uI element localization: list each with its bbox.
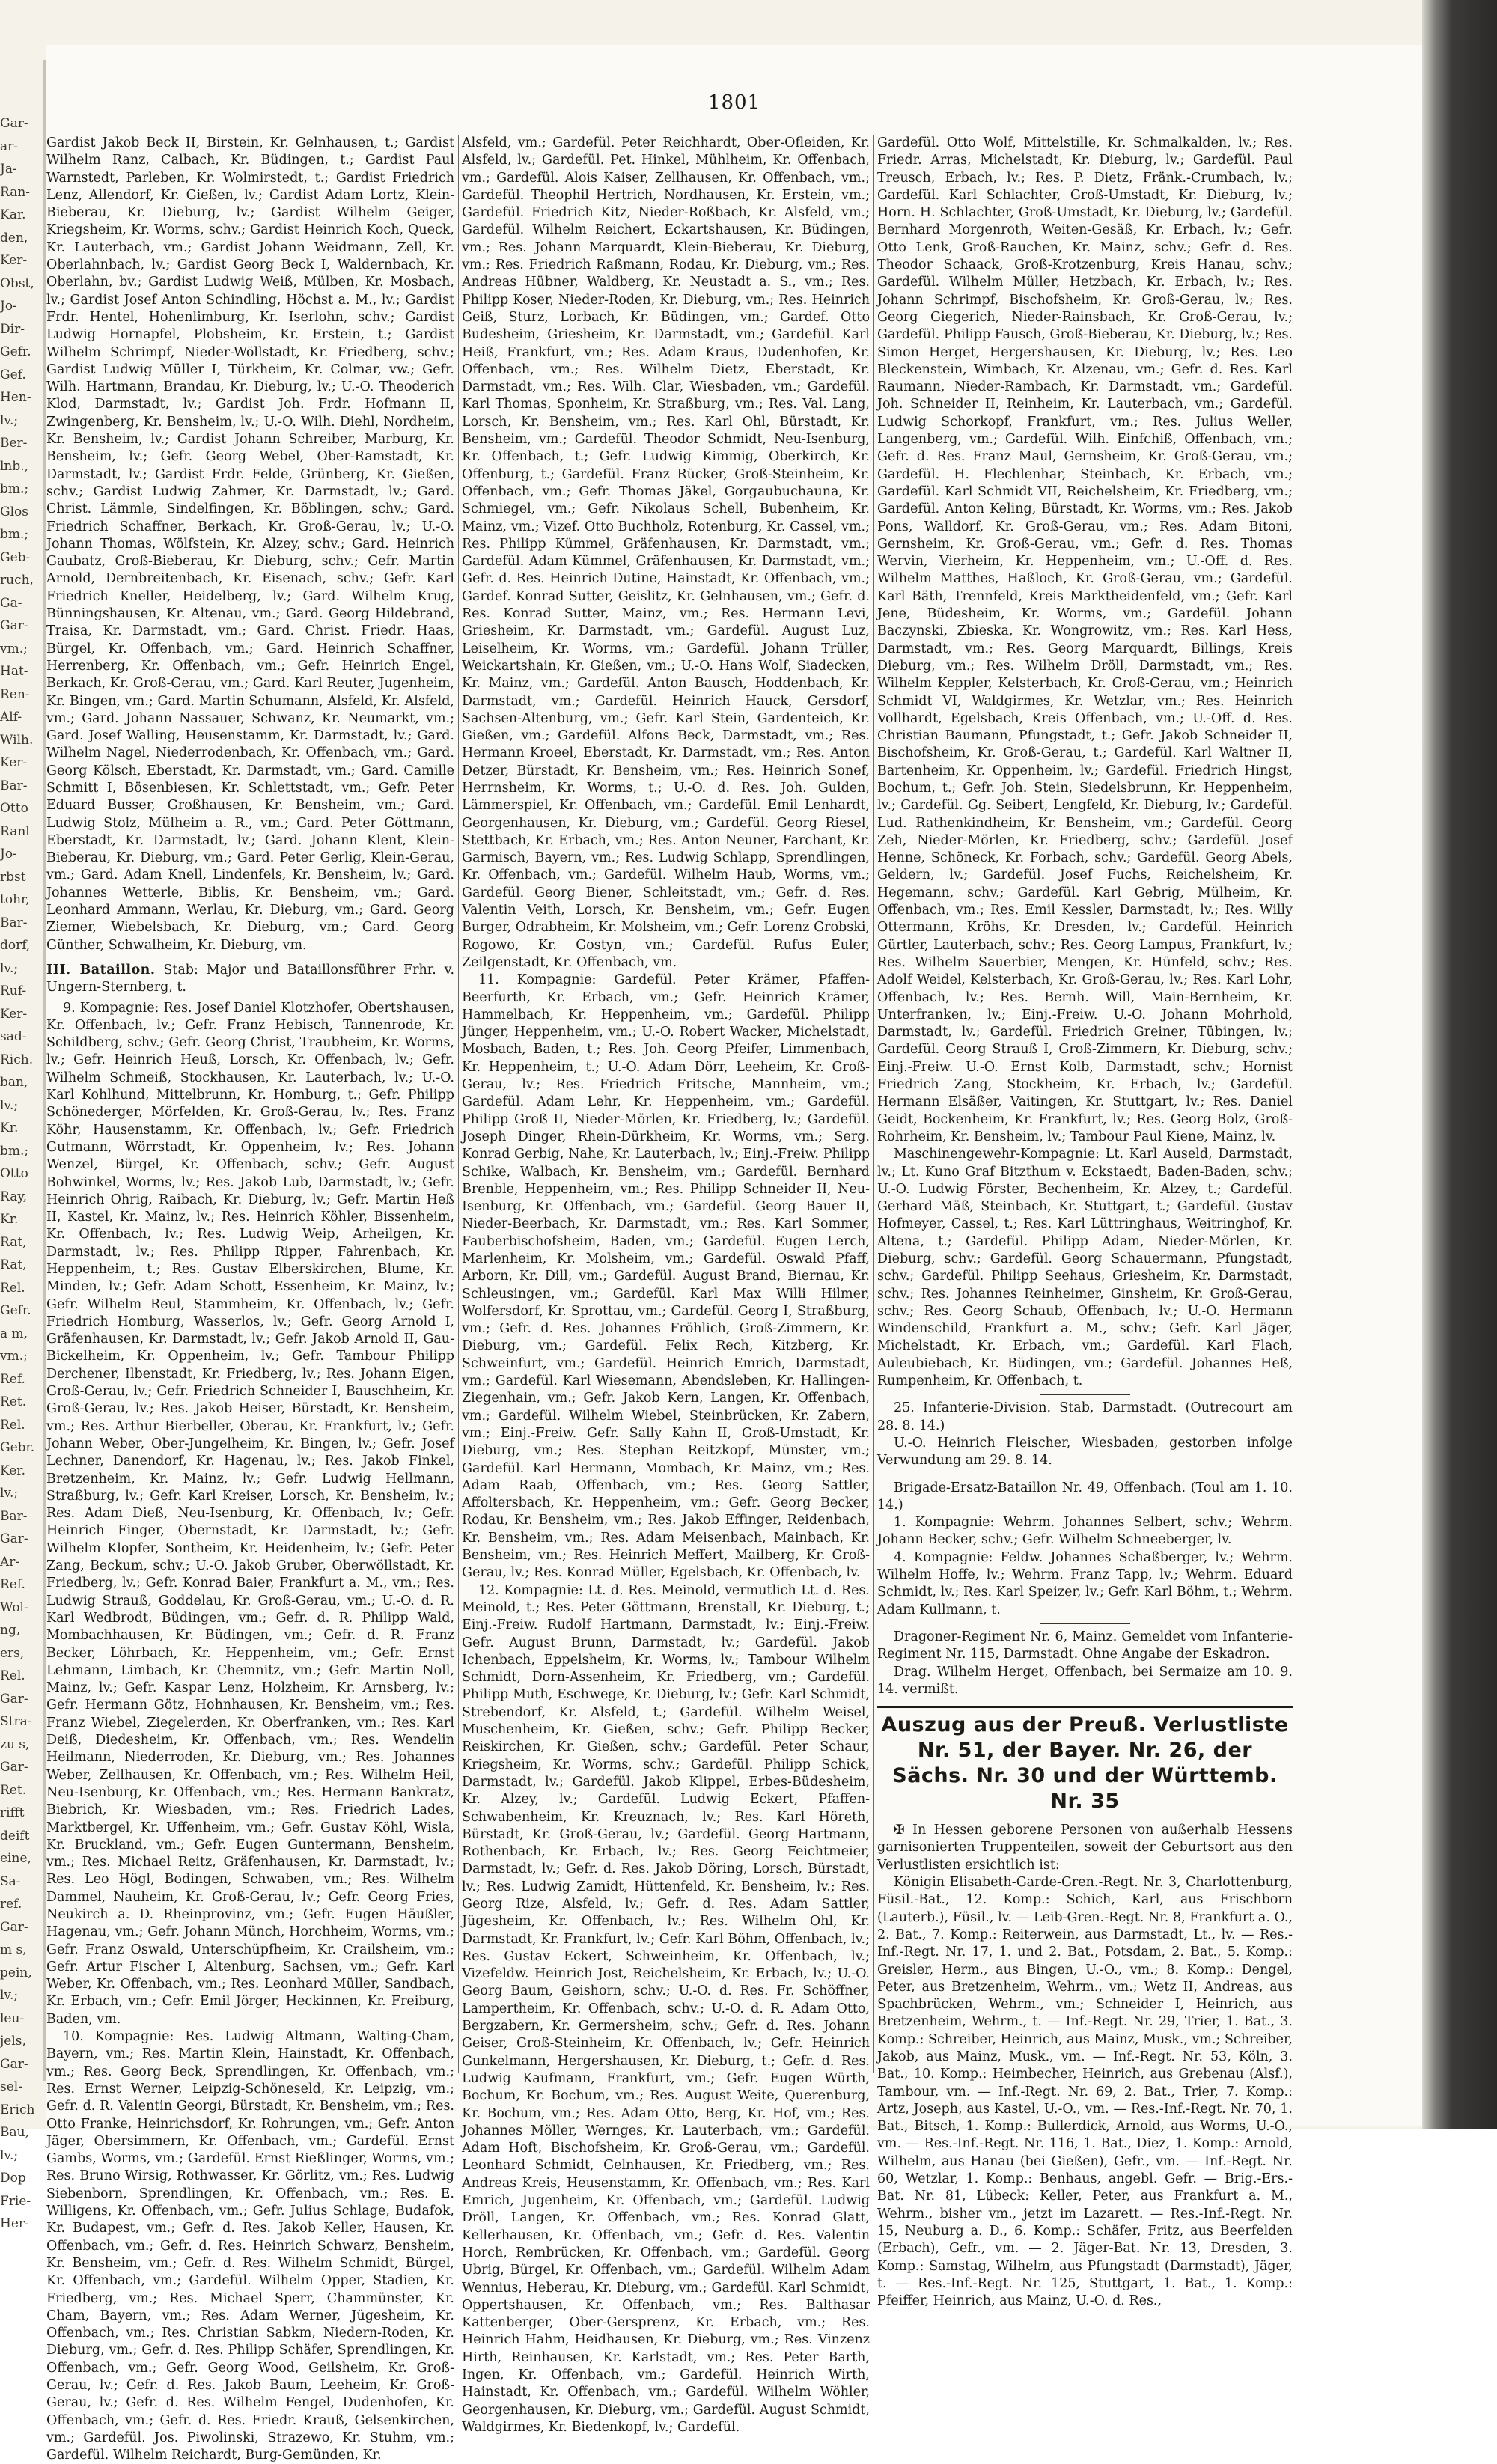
casualty-paragraph: Brigade-Ersatz-Bataillon Nr. 49, Offenbach. (Toul am 1. 10. 14.) [877, 1480, 1293, 1513]
fragment-line: Gar- [0, 1531, 28, 1546]
fragment-line: Gebr. [0, 1440, 35, 1455]
fragment-line: Bar- [0, 1508, 28, 1524]
fragment-line: Kr. [0, 1120, 19, 1135]
fragment-line: lv.; [0, 1097, 19, 1113]
fragment-line: ref. [0, 1897, 22, 1912]
fragment-line: Bar- [0, 778, 28, 793]
fragment-line: zu s, [0, 1736, 30, 1752]
fragment-line: eine, [0, 1851, 31, 1866]
fragment-line: ar- [0, 138, 19, 154]
fragment-line: Otto [0, 801, 28, 816]
fragment-line: Gar- [0, 1919, 28, 1935]
fragment-line: Ret. [0, 1394, 27, 1409]
fragment-line: Ref. [0, 1577, 25, 1592]
newspaper-page [46, 45, 1422, 2463]
fragment-line: Dir- [0, 321, 25, 337]
casualty-paragraph: 10. Kompagnie: Res. Ludwig Altmann, Walting-Cham, Bayern, vm.; Res. Martin Klein, Hainstadt, Kr. Offenbach, vm.; Res. Georg Beck, Sprendlingen, Kr. Offenbach, vm.; Res. Ernst Werner, Leipzig-Schöneseld, Kr. Leipzig, vm.; Gefr. d. R. Valentin Georgi, Bürstadt, Kr. Bensheim, vm.; Res. Otto Franke, Heinrichsdorf, Kr. Rohrungen, vm.; Gefr. Anton Jäger, Obersimmern, Kr. Offenbach, vm.; Gardefül. Ernst Gambs, Worms, vm.; Gardefül. Ernst Rießlinger, Worms, vm.; Res. Bruno Wirsig, Rothwasser, Kr. Görlitz, vm.; Res. Ludwig Siebenborn, Sprendlingen, Kr. Offenbach, vm.; Res. E. Willigens, Kr. Offenbach, vm.; Gefr. Julius Schlage, Budafok, Kr. Budapest, vm.; Gefr. d. Res. Jakob Keller, Hausen, Kr. Offenbach, vm.; Gefr. d. Res. Heinrich Schwarz, Bensheim, Kr. Bensheim, vm.; Gefr. d. Res. Wilhelm Schmidt, Bürgel, Kr. Offenbach, vm.; Gardefül. Wilhelm Opper, Stadien, Kr. Friedberg, vm.; Res. Michael Sperr, Chammünster, Kr. Cham, Bayern, vm.; Res. Adam Werner, Jügesheim, Kr. Offenbach, vm.; Res. Christian Sabkm, Niedern-Roden, Kr. Dieburg, vm.; Gefr. d. Res. Philipp Schäfer, Sprendlingen, Kr. Offenbach, vm.; Gefr. Georg Wood, Geilsheim, Kr. Groß-Gerau, lv.; Gefr. d. Res. Jakob Baum, Leeheim, Kr. Groß-Gerau, lv.; Gefr. d. Res. Wilhelm Fengel, Dudenhofen, Kr. Offenbach, vm.; Gefr. d. Res. Friedr. Krauß, Gelsenkirchen, vm.; Gardefül. Jos. Piwolinski, Strazewo, Kr. Stuhm, vm.; Gardefül. Wilhelm Reichardt, Burg-Gemünden, Kr. [46, 2029, 454, 2463]
fragment-line: deift [0, 1828, 30, 1844]
fragment-line: Ber- [0, 436, 28, 451]
fragment-line: Ker. [0, 1463, 25, 1478]
fragment-line: Her- [0, 2216, 29, 2231]
fragment-line: ng, [0, 1623, 21, 1638]
fragment-line: Obst, [0, 275, 34, 291]
fragment-line: Gar- [0, 1691, 28, 1707]
fragment-line: Ren- [0, 686, 30, 702]
section-divider [1040, 1394, 1130, 1395]
fragment-line: lv.; [0, 2147, 19, 2163]
fragment-line: sad- [0, 1029, 27, 1044]
fragment-line: Gar- [0, 1760, 28, 1775]
extract-heading: Auszug aus der Preuß. Verlustliste Nr. 51, der Bayer. Nr. 26, der Sächs. Nr. 30 und der Württemb. Nr. 35 [881, 1713, 1289, 1814]
fragment-line: leu- [0, 2010, 25, 2026]
fragment-line: lv.; [0, 1486, 19, 1501]
fragment-line: Geb- [0, 549, 31, 565]
fragment-line: Rat, [0, 1234, 27, 1250]
fragment-line: Otto [0, 1166, 28, 1181]
book-binding-edge [1422, 0, 1497, 2129]
fragment-line: ers, [0, 1645, 25, 1661]
fragment-line: pein, [0, 1965, 32, 1980]
fragment-line: Ga- [0, 595, 22, 611]
fragment-line: Gar- [0, 618, 28, 633]
adjacent-page-fragment [0, 112, 41, 2231]
fragment-line: Wilh. [0, 732, 34, 748]
casualty-paragraph: Gardefül. Otto Wolf, Mittelstille, Kr. Schmalkalden, lv.; Res. Friedr. Arras, Michelstadt, Kr. Dieburg, lv.; Gardefül. Paul Treusch, Erbach, lv.; Res. P. Dietz, Fränk.-Crumbach, lv.; Gardefül. Karl Schlachter, Groß-Umstadt, Kr. Dieburg, lv.; Horn. H. Schlachter, Groß-Umstadt, Kr. Dieburg, lv.; Gardefül. Bernhard Morgenroth, Weiten-Gesäß, Kr. Erbach, lv.; Gefr. Otto Lenk, Groß-Rauchen, Kr. Mainz, schv.; Gefr. d. Res. Theodor Schaack, Groß-Krotzenburg, Kreis Hanau, schv.; Gardefül. Wilhelm Müller, Hetzbach, Kr. Erbach, lv.; Res. Johann Schrimpf, Bischofsheim, Kr. Groß-Gerau, lv.; Res. Georg Giegerich, Nieder-Rainsbach, Kr. Groß-Gerau, lv.; Gardefül. Philipp Fausch, Groß-Bieberau, Kr. Dieburg, lv.; Res. Simon Herget, Hergershausen, Kr. Dieburg, lv.; Res. Leo Bleckenstein, Wimbach, Kr. Alzenau, vm.; Gefr. d. Res. Karl Raumann, Nieder-Rambach, Kr. Darmstadt, vm.; Gardefül. Joh. Schneider II, Reinheim, Kr. Lauterbach, vm.; Gardefül. Ludwig Schorkopf, Frankfurt, vm.; Res. Julius Weller, Langenberg, vm.; Gardefül. Wilh. Einfchiß, Offenbach, vm.; Gefr. d. Res. Franz Maul, Gernsheim, Kr. Groß-Gerau, vm.; Gardefül. H. Flechlenhar, Steinbach, Kr. Erbach, vm.; Gardefül. Karl Schmidt VII, Reichelsheim, Kr. Friedberg, vm.; Gardefül. Anton Keling, Bürstadt, Kr. Worms, vm.; Res. Jakob Pons, Walldorf, Kr. Groß-Gerau, vm.; Res. Adam Bitoni, Gernsheim, Kr. Groß-Gerau, vm.; Gefr. d. Res. Thomas Wervin, Vierheim, Kr. Heppenheim, vm.; U.-Off. d. Res. Wilhelm Matthes, Haßloch, Kr. Groß-Gerau, vm.; Gardefül. Karl Bäth, Trennfeld, Kreis Marktheidenfeld, vm.; Gefr. Karl Jene, Büdesheim, Kr. Worms, vm.; Gardefül. Johann Baczynski, Zbieska, Kr. Wongrowitz, vm.; Res. Karl Hess, Darmstadt, vm.; Res. Georg Marquardt, Billings, Kreis Dieburg, vm.; Res. Wilhelm Dröll, Darmstadt, vm.; Res. Wilhelm Keppler, Kelsterbach, Kr. Groß-Gerau, vm.; Heinrich Schmidt VI, Waldgirmes, Kr. Wetzlar, vm.; Res. Heinrich Vollhardt, Egelsbach, Kreis Offenbach, vm.; U.-Off. d. Res. Christian Baumann, Pfungstadt, t.; Gefr. Jakob Schneider II, Bischofsheim, Kr. Groß-Gerau, t.; Gardefül. Karl Waltner II, Bartenheim, Kr. Oppenheim, lv.; Gardefül. Friedrich Hingst, Bochum, t.; Gefr. Joh. Stein, Siedelsbrunn, Kr. Heppenheim, lv.; Gardefül. Gg. Seibert, Lengfeld, Kr. Dieburg, lv.; Gardefül. Lud. Rathenkindheim, Kr. Bensheim, vm.; Gardefül. Georg Zeh, Nieder-Mörlen, Kr. Friedberg, schv.; Gardefül. Josef Henne, Schöneck, Kr. Forbach, schv.; Gardefül. Georg Abels, Geldern, lv.; Gardefül. Josef Fuchs, Reichelsheim, Kr. Hegemann, schv.; Gardefül. Karl Gebrig, Mülheim, Kr. Offenbach, vm.; Res. Emil Kessler, Darmstadt, lv.; Res. Willy Ottermann, Kröhs, Kr. Dresden, lv.; Gardefül. Heinrich Gürtler, Lauterbach, schv.; Res. Georg Lampus, Frankfurt, lv.; Res. Wilhelm Sauerbier, Mengen, Kr. Hünfeld, schv.; Res. Adolf Weidel, Kelsterbach, Kr. Groß-Gerau, lv.; Res. Karl Lohr, Offenbach, lv.; Res. Bernh. Will, Main-Bernheim, Kr. Unterfranken, lv.; Einj.-Freiw. U.-O. Johann Mohrhold, Darmstadt, lv.; Gardefül. Friedrich Greiner, Tübingen, lv.; Gardefül. Georg Strauß I, Groß-Zimmern, Kr. Dieburg, schv.; Einj.-Freiw. U.-O. Ernst Kolb, Darmstadt, schv.; Hornist Friedrich Zang, Stockheim, Kr. Erbach, lv.; Gardefül. Hermann Elsäßer, Vaitingen, Kr. Stuttgart, lv.; Res. Daniel Geidt, Bockenheim, Kr. Frankfurt, lv.; Res. Georg Bolz, Groß-Rohrheim, Kr. Bensheim, lv.; Tambour Paul Kiene, Mainz, lv. [877, 135, 1293, 1144]
fragment-line: jels, [0, 2034, 26, 2049]
fragment-line: Jo- [0, 847, 17, 862]
fragment-line: vm.; [0, 641, 28, 656]
casualty-paragraph: Königin Elisabeth-Garde-Gren.-Regt. Nr. 3, Charlottenburg, Füsil.-Bat., 12. Komp.: Schich, Karl, aus Frischborn (Lauterb.), Füsil., lv. — Leib-Gren.-Regt. Nr. 8, Frankfurt a. O., 2. Bat., 7. Komp.: Reiterwein, aus Darmstadt, Lt., lv. — Res.-Inf.-Regt. Nr. 17, 1. und 2. Bat., Potsdam, 2. Bat., 5. Komp.: Greisler, Herm., aus Bingen, U.-O., vm.; 8. Komp.: Dengel, Peter, aus Bretzenheim, Wehrm., vm.; Wetz II, Andreas, aus Spachbrücken, Wehrm., vm.; Schneider I, Heinrich, aus Bretzenheim, Wehrm., t. — Inf.-Regt. Nr. 29, Trier, 1. Bat., 3. Komp.: Schreiber, Heinrich, aus Mainz, Musk., vm.; Schreiber, Jakob, aus Mainz, Musk., vm. — Inf.-Regt. Nr. 53, Köln, 3. Bat., 10. Komp.: Heimbecher, Heinrich, aus Grebenau (Alsf.), Tambour, vm. — Inf.-Regt. Nr. 69, 2. Bat., Trier, 7. Komp.: Artz, Joseph, aus Kastel, U.-O., vm. — Res.-Inf.-Regt. Nr. 70, 1. Bat., Bitsch, 1. Komp.: Bullerdick, Arnold, aus Worms, U.-O., vm. — Res.-Inf.-Regt. Nr. 116, 1. Bat., Diez, 1. Komp.: Arnold, Wilhelm, aus Hanau (bei Gießen), Gefr., vm. — Inf.-Regt. Nr. 60, Wetzlar, 1. Komp.: Benhaus, angebl. Gefr. — Brig.-Ers.-Bat. Nr. 81, Lübeck: Keller, Peter, aus Frankfurt a. M., Wehrm., bisher vm., jetzt im Lazarett. — Res.-Inf.-Regt. Nr. 15, Neuburg a. D., 6. Komp.: Schäfer, Fritz, aus Beerfelden (Erbach), Gefr., vm. — 2. Jäger-Bat. Nr. 13, Dresden, 3. Komp.: Samstag, Wilhelm, aus Pfungstadt (Darmstadt), Jäger, t. — Res.-Inf.-Regt. Nr. 125, Stuttgart, 1. Bat., 1. Komp.: Pfeiffer, Heinrich, aus Mainz, U.-O. d. Res., [877, 1875, 1293, 2309]
casualty-paragraph: 12. Kompagnie: Lt. d. Res. Meinold, vermutlich Lt. d. Res. Meinold, t.; Res. Peter Göttmann, Brenstall, Kr. Dieburg, t.; Einj.-Freiw. Rudolf Hartmann, Darmstadt, lv.; Einj.-Freiw. Gefr. August Brunn, Darmstadt, lv.; Gardefül. Jakob Ichenbach, Eppelsheim, Kr. Worms, lv.; Tambour Wilhelm Schmidt, Dorn-Assenheim, Kr. Friedberg, vm.; Gardefül. Philipp Muth, Eschwege, Kr. Dieburg, lv.; Gefr. Karl Schmidt, Strebendorf, Kr. Alsfeld, t.; Gardefül. Wilhelm Weisel, Muschenheim, Kr. Gießen, schv.; Gefr. Philipp Becker, Reiskirchen, Kr. Gießen, schv.; Gardefül. Peter Schaur, Kriegsheim, Kr. Worms, schv.; Gardefül. Philipp Schick, Darmstadt, lv.; Gardefül. Jakob Klippel, Erbes-Büdesheim, Kr. Alzey, lv.; Gardefül. Ludwig Eckert, Pfaffen-Schwabenheim, Kr. Kreuznach, lv.; Res. Karl Höreth, Bürstadt, Kr. Groß-Gerau, lv.; Gardefül. Georg Hartmann, Rothenbach, Kr. Erbach, lv.; Res. Georg Feichtmeier, Darmstadt, lv.; Gefr. d. Res. Jakob Döring, Lorsch, Bürstadt, lv.; Res. Ludwig Zamidt, Hüttenfeld, Kr. Bensheim, lv.; Res. Georg Rize, Alsfeld, lv.; Gefr. d. Res. Adam Sattler, Jügesheim, Kr. Offenbach, lv.; Res. Wilhelm Ohl, Kr. Darmstadt, Kr. Frankfurt, lv.; Gefr. Karl Böhm, Offenbach, lv.; Res. Gustav Eckert, Schweinheim, Kr. Offenbach, lv.; Vizefeldw. Heinrich Jost, Reichelsheim, Kr. Erbach, lv.; U.-O. Georg Baum, Geishorn, schv.; U.-O. d. Res. Fr. Schöffner, Lampertheim, Kr. Offenbach, schv.; U.-O. d. R. Adam Otto, Bergzabern, Kr. Germersheim, schv.; Gefr. d. Res. Johann Geiser, Groß-Steinheim, Kr. Offenbach, lv.; Gefr. Heinrich Gunkelmann, Hergershausen, Kr. Dieburg, t.; Gefr. d. Res. Ludwig Kaufmann, Frankfurt, vm.; Gefr. Eugen Würth, Bochum, Kr. Bochum, vm.; Res. August Weite, Querenburg, Kr. Bochum, vm.; Res. Adam Otto, Berg, Kr. Hof, vm.; Res. Johannes Möller, Wernges, Kr. Lauterbach, vm.; Gardefül. Adam Hoft, Bischofsheim, Kr. Groß-Gerau, vm.; Gardefül. Leonhard Schmidt, Gelnhausen, Kr. Friedberg, vm.; Res. Andreas Kreis, Heusenstamm, Kr. Offenbach, vm.; Res. Karl Emrich, Jugenheim, Kr. Offenbach, vm.; Gardefül. Ludwig Dröll, Langen, Kr. Offenbach, vm.; Res. Konrad Glatt, Kellerhausen, Kr. Offenbach, vm.; Gefr. d. Res. Valentin Horch, Rembrücken, Kr. Offenbach, vm.; Gardefül. Georg Ubrig, Bürgel, Kr. Offenbach, vm.; Gardefül. Wilhelm Adam Wennius, Heberau, Kr. Dieburg, vm.; Gardefül. Karl Schmidt, Oppertshausen, Kr. Offenbach, vm.; Res. Balthasar Kattenberger, Ober-Gersprenz, Kr. Erbach, vm.; Res. Heinrich Hahm, Heidhausen, Kr. Dieburg, vm.; Res. Vinzenz Hirth, Reinhausen, Kr. Karlstadt, vm.; Res. Peter Barth, Ingen, Kr. Offenbach, vm.; Gardefül. Heinrich Wirth, Hainstadt, Kr. Offenbach, vm.; Gardefül. Wilhelm Wöhler, Georgenhausen, Kr. Dieburg, vm.; Gardefül. August Schmidt, Waldgirmes, Kr. Biedenkopf, lv.; Gardefül. [462, 1582, 870, 2435]
page-number: 1801 [707, 91, 761, 114]
fragment-line: a m, [0, 1326, 28, 1341]
casualty-paragraph: Gardist Jakob Beck II, Birstein, Kr. Gelnhausen, t.; Gardist Wilhelm Ranz, Calbach, Kr. Büdingen, t.; Gardist Paul Warnstedt, Parleben, Kr. Wolmirstedt, t.; Gardist Friedrich Lenz, Allendorf, Kr. Gießen, lv.; Gardist Adam Lortz, Klein-Bieberau, Kr. Dieburg, lv.; Gardist Wilhelm Geiger, Kriegsheim, Kr. Worms, schv.; Gardist Heinrich Koch, Queck, Kr. Lauterbach, vm.; Gardist Johann Weidmann, Zell, Kr. Oberlahnbach, lv.; Gardist Georg Beck I, Waldernbach, Kr. Oberlahn, bv.; Gardist Ludwig Weiß, Mülben, Kr. Mosbach, lv.; Gardist Josef Anton Schindling, Höchst a. M., lv.; Gardist Frdr. Hentel, Hohenlimburg, Kr. Iserlohn, schv.; Gardist Ludwig Hornapfel, Plobsheim, Kr. Erstein, t.; Gardist Wilhelm Schrimpf, Nieder-Wöllstadt, Kr. Friedberg, schv.; Gardist Ludwig Müller I, Türkheim, Kr. Colmar, vw.; Gefr. Wilh. Hartmann, Brandau, Kr. Dieburg, lv.; U.-O. Theoderich Klod, Darmstadt, lv.; Gardist Joh. Frdr. Hofmann II, Zwingenberg, Kr. Bensheim, lv.; U.-O. Wilh. Diehl, Nordheim, Kr. Bensheim, lv.; Gardist Johann Schreiber, Marburg, Kr. Bensheim, lv.; Gefr. Georg Webel, Ober-Ramstadt, Kr. Darmstadt, lv.; Gardist Frdr. Felde, Grünberg, Kr. Gießen, schv.; Gardist Ludwig Zahmer, Kr. Darmstadt, lv.; Gard. Christ. Lämmle, Sindelfingen, Kr. Böblingen, schv.; Gard. Friedrich Schaffner, Berkach, Kr. Groß-Gerau, lv.; U.-O. Johann Thomas, Wölfstein, Kr. Alzey, schv.; Gard. Heinrich Gaubatz, Groß-Bieberau, Kr. Dieburg, schv.; Gefr. Martin Arnold, Dernbreitenbach, Kr. Eisenach, schv.; Gefr. Karl Friedrich Kneller, Heidelberg, lv.; Gard. Wilhelm Krug, Bünningshausen, Kr. Altenau, vm.; Gard. Georg Hildebrand, Traisa, Kr. Darmstadt, vm.; Gard. Christ. Friedr. Haas, Bürgel, Kr. Offenbach, vm.; Gard. Heinrich Schaffner, Herrenberg, Kr. Offenbach, vm.; Gefr. Heinrich Engel, Berkach, Kr. Groß-Gerau, vm.; Gard. Karl Reuter, Jugenheim, Kr. Bingen, vm.; Gard. Martin Schumann, Alsfeld, Kr. Alsfeld, vm.; Gard. Johann Nassauer, Schwanz, Kr. Neumarkt, vm.; Gard. Josef Walling, Heusenstamm, Kr. Darmstadt, lv.; Gard. Wilhelm Nagel, Niederrodenbach, Kr. Offenbach, vm.; Gard. Georg Kölsch, Eberstadt, Kr. Darmstadt, vm.; Gard. Camille Schmitt I, Bösenbiesen, Kr. Schlettstadt, vm.; Gefr. Peter Eduard Busser, Großhausen, Kr. Bensheim, vm.; Gard. Ludwig Stolz, Mülheim a. R., vm.; Gard. Peter Göttmann, Eberstadt, Kr. Darmstadt, lv.; Gard. Johann Klent, Klein-Bieberau, Kr. Dieburg, vm.; Gard. Peter Gerlig, Klein-Gerau, vm.; Gard. Adam Knell, Lindenfels, Kr. Bensheim, lv.; Gard. Johannes Wetterle, Biblis, Kr. Bensheim, vm.; Gard. Leonhard Ammann, Werlau, Kr. Dieburg, vm.; Gard. Georg Ziemer, Wiebelsbach, Kr. Dieburg, vm.; Gard. Georg Günther, Schwalheim, Kr. Dieburg, vm. [46, 135, 454, 953]
casualty-paragraph: Alsfeld, vm.; Gardefül. Peter Reichhardt, Ober-Ofleiden, Kr. Alsfeld, lv.; Gardefül. Pet. Hinkel, Mühlheim, Kr. Offenbach, vm.; Gardefül. Alois Kaiser, Zellhausen, Kr. Offenbach, vm.; Gardefül. Theophil Hertrich, Nordhausen, Kr. Erstein, vm.; Gardefül. Friedrich Kitz, Nieder-Roßbach, Kr. Alsfeld, vm.; Gardefül. Wilhelm Reichert, Eckartshausen, Kr. Büdingen, vm.; Res. Johann Marquardt, Klein-Bieberau, Kr. Dieburg, vm.; Res. Friedrich Raßmann, Rodau, Kr. Dieburg, vm.; Res. Andreas Hübner, Waldberg, Kr. Neustadt a. S., vm.; Res. Philipp Koser, Nieder-Roden, Kr. Dieburg, vm.; Res. Heinrich Geiß, Sturz, Lorbach, Kr. Büdingen, vm.; Gardef. Otto Budesheim, Griesheim, Kr. Darmstadt, vm.; Gardefül. Karl Heiß, Frankfurt, vm.; Res. Adam Kraus, Dudenhofen, Kr. Offenbach, vm.; Res. Wilhelm Dietz, Eberstadt, Kr. Darmstadt, vm.; Res. Wilh. Clar, Wiesbaden, vm.; Gardefül. Karl Thomas, Sponheim, Kr. Straßburg, vm.; Res. Val. Lang, Lorsch, Kr. Bensheim, vm.; Res. Karl Ohl, Bürstadt, Kr. Bensheim, vm.; Gardefül. Theodor Schmidt, Neu-Isenburg, Kr. Offenbach, t.; Gefr. Ludwig Kimmig, Oberkirch, Kr. Offenburg, t.; Gardefül. Franz Rücker, Groß-Steinheim, Kr. Offenbach, vm.; Gefr. Thomas Jäkel, Gorgaubuchauna, Kr. Schmiegel, vm.; Gefr. Nikolaus Schell, Bubenheim, Kr. Mainz, vm.; Vizef. Otto Buchholz, Rotenburg, Kr. Cassel, vm.; Res. Philipp Kümmel, Gräfenhausen, Kr. Darmstadt, vm.; Gardefül. Adam Kümmel, Gräfenhausen, Kr. Darmstadt, vm.; Gefr. d. Res. Heinrich Dutine, Hainstadt, Kr. Offenbach, vm.; Gardef. Konrad Sutter, Geislitz, Kr. Gelnhausen, vm.; Gefr. d. Res. Konrad Sutter, Mainz, vm.; Res. Hermann Levi, Griesheim, Kr. Darmstadt, vm.; Gardefül. August Luz, Leiselheim, Kr. Worms, vm.; Gardefül. Johann Trüller, Weickartshain, Kr. Gießen, vm.; U.-O. Hans Wolf, Siadecken, Kr. Mainz, vm.; Gardefül. Anton Bausch, Hoddenbach, Kr. Darmstadt, vm.; Gardefül. Heinrich Hauck, Gersdorf, Sachsen-Altenburg, vm.; Gefr. Karl Stein, Gardenteich, Kr. Gießen, vm.; Gardefül. Alfons Beck, Darmstadt, vm.; Res. Hermann Kroeel, Eberstadt, Kr. Darmstadt, vm.; Res. Anton Detzer, Bürstadt, Kr. Bensheim, vm.; Res. Heinrich Sonef, Herrnsheim, Kr. Worms, t.; U.-O. d. Res. Joh. Gulden, Lämmerspiel, Kr. Offenbach, vm.; Gardefül. Emil Lenhardt, Georgenhausen, Kr. Dieburg, vm.; Gardefül. Georg Riesel, Stettbach, Kr. Erbach, vm.; Res. Anton Neuner, Farchant, Kr. Garmisch, Bayern, vm.; Res. Ludwig Schlapp, Sprendlingen, Kr. Offenbach, vm.; Gardefül. Wilhelm Haub, Worms, vm.; Gardefül. Georg Biener, Schleitstadt, vm.; Gefr. d. Res. Valentin Veith, Lorsch, Kr. Bensheim, vm.; Gefr. Eugen Burger, Odrabheim, Kr. Molsheim, vm.; Gefr. Lorenz Grobski, Rogowo, Kr. Gostyn, vm.; Gardefül. Rufus Euler, Zeilgenstadt, Kr. Offenbach, vm. [462, 135, 870, 970]
fragment-line: rifft [0, 1805, 25, 1820]
casualty-paragraph: 1. Kompagnie: Wehrm. Johannes Selbert, schv.; Wehrm. Johann Becker, schv.; Gefr. Wilhelm Schneeberger, lv. [877, 1515, 1293, 1548]
fragment-line: Rel. [0, 1417, 25, 1433]
battalion-label: III. Bataillon. [46, 962, 156, 978]
fragment-line: Ray, [0, 1189, 28, 1204]
fragment-line: Ja- [0, 162, 17, 177]
fragment-line: Gefr. [0, 1303, 31, 1318]
fragment-line: Ker- [0, 253, 28, 268]
fragment-line: Rat, [0, 1257, 27, 1272]
fragment-line: Sa- [0, 1873, 21, 1889]
casualty-paragraph: 9. Kompagnie: Res. Josef Daniel Klotzhofer, Obertshausen, Kr. Offenbach, lv.; Gefr. Franz Hebisch, Tannenrode, Kr. Schildberg, schv.; Gefr. Georg Christ, Traubheim, Kr. Worms, lv.; Gefr. Heinrich Heuß, Lorsch, Kr. Offenbach, lv.; Gefr. Wilhelm Schmeiß, Stockhausen, Kr. Lauterbach, lv.; U.-O. Karl Kohlhund, Mittelbrunn, Kr. Homburg, t.; Gefr. Philipp Schönederger, Mörfelden, Kr. Groß-Gerau, lv.; Res. Franz Köhr, Hausenstamm, Kr. Offenbach, lv.; Gefr. Friedrich Gutmann, Wörrstadt, Kr. Oppenheim, lv.; Res. Johann Wenzel, Bürgel, Kr. Offenbach, schv.; Gefr. August Bohwinkel, Worms, lv.; Res. Jakob Lub, Darmstadt, lv.; Gefr. Heinrich Ohrig, Raibach, Kr. Dieburg, lv.; Gefr. Martin Heß II, Kastel, Kr. Mainz, lv.; Res. Heinrich Köhler, Bissenheim, Kr. Offenbach, lv.; Res. Ludwig Weip, Arheilgen, Kr. Darmstadt, lv.; Res. Philipp Ripper, Fahrenbach, Kr. Heppenheim, t.; Res. Gustav Elberskirchen, Blume, Kr. Minden, lv.; Gefr. Adam Schott, Essenheim, Kr. Mainz, lv.; Gefr. Wilhelm Reul, Stammheim, Kr. Offenbach, lv.; Gefr. Friedrich Homburg, Wasserlos, lv.; Gefr. Georg Arnold I, Gräfenhausen, Kr. Darmstadt, lv.; Gefr. Jakob Arnold II, Gau-Bickelheim, Kr. Oppenheim, lv.; Gefr. Tambour Philipp Derchener, Ilbenstadt, Kr. Friedberg, lv.; Res. Johann Eigen, Groß-Gerau, lv.; Gefr. Friedrich Schneider I, Bauschheim, Kr. Groß-Gerau, lv.; Res. Jakob Heiser, Bürstadt, Kr. Bensheim, vm.; Res. Arthur Bierbeller, Oberau, Kr. Frankfurt, lv.; Gefr. Johann Weber, Ober-Jungelheim, Kr. Bingen, lv.; Gefr. Josef Lechner, Danendorf, Kr. Hagenau, lv.; Res. Jakob Finkel, Bretzenheim, Kr. Mainz, lv.; Gefr. Ludwig Hellmann, Straßburg, lv.; Gefr. Karl Kreiser, Lorsch, Kr. Bensheim, lv.; Res. Adam Dieß, Neu-Isenburg, Kr. Offenbach, lv.; Gefr. Heinrich Finger, Obernstadt, Kr. Darmstadt, lv.; Gefr. Wilhelm Klopfer, Sontheim, Kr. Heidenheim, lv.; Gefr. Peter Zang, Beckum, schv.; U.-O. Jakob Gruber, Oberwöllstadt, Kr. Friedberg, lv.; Gefr. Konrad Baier, Frankfurt a. M., vm.; Res. Ludwig Strauß, Goddelau, Kr. Groß-Gerau, vm.; U.-O. d. R. Karl Wedbrodt, Büdingen, vm.; Gefr. d. R. Philipp Wald, Mombachhausen, Kr. Büdingen, vm.; Gefr. d. R. Franz Becker, Löhrbach, Kr. Heppenheim, vm.; Gefr. Ernst Lehmann, Limbach, Kr. Chemnitz, vm.; Gefr. Martin Noll, Mainz, lv.; Gefr. Kaspar Lenz, Holzheim, Kr. Arnsberg, lv.; Gefr. Hermann Götz, Hohnhausen, Kr. Bensheim, vm.; Res. Franz Wiebel, Ziegelerden, Kr. Oberfranken, vm.; Res. Karl Deiß, Diedesheim, Kr. Offenbach, vm.; Res. Wendelin Heilmann, Niederroden, Kr. Dieburg, vm.; Res. Johannes Weber, Zellhausen, Kr. Offenbach, vm.; Res. Wilhelm Heil, Neu-Isenburg, Kr. Offenbach, vm.; Res. Hermann Bankratz, Biebrich, Kr. Wiesbaden, vm.; Res. Friedrich Lades, Marktbergel, Kr. Uffenheim, vm.; Gefr. Gustav Köhl, Wisla, Kr. Bruckland, vm.; Gefr. Eugen Guntermann, Bensheim, vm.; Res. Michael Reitz, Gräfenhausen, Kr. Darmstadt, lv.; Res. Leo Högl, Bodingen, Schwaben, vm.; Res. Wilhelm Dammel, Nauheim, Kr. Groß-Gerau, lv.; Gefr. Georg Fries, Neukirch a. D. Rheinprovinz, vm.; Gefr. Eugen Häußler, Hagenau, vm.; Gefr. Johann Münch, Horchheim, Worms, vm.; Gefr. Franz Oswald, Unterschüpfheim, Kr. Crailsheim, vm.; Gefr. Artur Fischer I, Altenburg, Sachsen, vm.; Gefr. Karl Weber, Kr. Offenbach, vm.; Res. Leonhard Müller, Sandbach, Kr. Erbach, vm.; Gefr. Emil Jörger, Heckinnen, Kr. Freiburg, Baden, vm. [46, 1000, 454, 2027]
fragment-line: Gef. [0, 367, 26, 382]
fragment-line: Kar. [0, 207, 26, 222]
fragment-line: bm.; [0, 527, 29, 542]
fragment-line: vm.; [0, 1349, 28, 1364]
fragment-line: Bau, [0, 2125, 29, 2140]
fragment-line: rbst [0, 869, 26, 885]
fragment-line: lv.; [0, 412, 19, 428]
fragment-line: Ruf- [0, 984, 27, 998]
fragment-line: Ret. [0, 1782, 27, 1798]
casualty-paragraph: Drag. Wilhelm Herget, Offenbach, bei Sermaize am 10. 9. 14. vermißt. [877, 1664, 1293, 1697]
fragment-line: Kr. [0, 1212, 19, 1227]
fragment-line: Rel. [0, 1668, 25, 1683]
battalion-text: Stab: Major und Bataillonsführer Frhr. v. Ungern-Sternberg, t. [46, 962, 455, 995]
fragment-line: Erich [0, 2102, 35, 2117]
section-divider [1040, 1623, 1130, 1624]
text-column-middle [462, 135, 870, 2435]
fragment-line: Dop [0, 2171, 26, 2186]
fragment-line: Hen- [0, 390, 31, 405]
fragment-line: Ar- [0, 1554, 20, 1570]
fragment-line: lv.; [0, 960, 19, 976]
casualty-paragraph: 11. Kompagnie: Gardefül. Peter Krämer, Pfaffen-Beerfurth, Kr. Erbach, vm.; Gefr. Heinrich Krämer, Hammelbach, Kr. Heppenheim, vm.; Gardefül. Philipp Jünger, Heppenheim, vm.; U.-O. Robert Wacker, Michelstadt, Mosbach, Baden, t.; Res. Joh. Georg Pfeifer, Limmenbach, Kr. Heppenheim, t.; U.-O. Adam Dörr, Leeheim, Kr. Groß-Gerau, lv.; Res. Friedrich Fritsche, Mannheim, vm.; Gardefül. Adam Lehr, Kr. Heppenheim, vm.; Gardefül. Philipp Groß II, Nieder-Mörlen, Kr. Friedberg, lv.; Gardefül. Joseph Dinger, Rhein-Dürkheim, Kr. Worms, vm.; Serg. Konrad Gerbig, Nahe, Kr. Lauterbach, lv.; Einj.-Freiw. Philipp Schike, Walbach, Kr. Bensheim, vm.; Gardefül. Bernhard Brenble, Heppenheim, vm.; Res. Philipp Schneider II, Neu-Isenburg, Kr. Offenbach, vm.; Gardefül. Georg Bauer II, Nieder-Beerbach, Kr. Darmstadt, vm.; Res. Karl Sommer, Fauberbischofsheim, Baden, vm.; Gardefül. Eugen Lerch, Marlenheim, Kr. Molsheim, vm.; Gardefül. Oswald Pfaff, Arborn, Kr. Dill, vm.; Gardefül. August Brand, Biernau, Kr. Schleusingen, vm.; Gardefül. Karl Max Willi Hilmer, Wolfersdorf, Kr. Sprottau, vm.; Gardefül. Georg I, Straßburg, vm.; Gefr. d. Res. Johannes Fröhlich, Groß-Zimmern, Kr. Dieburg, vm.; Gardefül. Felix Rech, Kitzberg, Kr. Schweinfurt, vm.; Gardefül. Heinrich Emrich, Darmstadt, vm.; Gardefül. Karl Wiesemann, Abendsleben, Kr. Hallingen-Ziegenhain, vm.; Gefr. Jakob Kern, Langen, Kr. Offenbach, vm.; Gardefül. Wilhelm Wiebel, Steinbrücken, Kr. Zabern, vm.; Einj.-Freiw. Gefr. Sally Kahn II, Groß-Umstadt, Kr. Dieburg, vm.; Res. Stephan Reitzkopf, Münster, vm.; Gardefül. Karl Hermann, Mombach, Kr. Mainz, vm.; Res. Adam Raab, Offenbach, vm.; Res. Georg Sattler, Affoltersbach, Kr. Heppenheim, vm.; Gefr. Georg Becker, Rodau, Kr. Bensheim, vm.; Res. Jakob Effinger, Reidenbach, Kr. Bensheim, vm.; Res. Adam Meisenbach, Mainbach, Kr. Bensheim, vm.; Res. Heinrich Meffert, Mailberg, Kr. Groß-Gerau, lv.; Res. Konrad Müller, Egelsbach, Kr. Offenbach, lv. [462, 972, 870, 1581]
fragment-line: Rel. [0, 1280, 25, 1296]
casualty-paragraph: U.-O. Heinrich Fleischer, Wiesbaden, gestorben infolge Verwundung am 29. 8. 14. [877, 1435, 1293, 1469]
casualty-paragraph: 25. Infanterie-Division. Stab, Darmstadt. (Outrecourt am 28. 8. 14.) [877, 1400, 1293, 1433]
fragment-line: Glos [0, 504, 28, 519]
fragment-line: Bar- [0, 915, 28, 930]
fragment-line: lv.; [0, 1988, 19, 2003]
casualty-paragraph: ✠ In Hessen geborene Personen von außerhalb Hessens garnisonierten Truppenteilen, soweit der Geburtsort aus den Verlustlisten ersichtlich ist: [877, 1823, 1293, 1873]
fragment-line: bm.; [0, 481, 29, 496]
fragment-line: m s, [0, 1942, 27, 1957]
fragment-line: sel- [0, 2079, 22, 2094]
battalion-entry [46, 962, 454, 997]
fragment-line: Gefr. [0, 344, 31, 359]
text-column-right [877, 135, 1293, 2309]
fragment-line: Gar- [0, 116, 28, 131]
fragment-line: tohr, [0, 892, 30, 907]
fragment-line: Ker- [0, 1006, 28, 1022]
text-column-left [46, 135, 455, 2463]
fragment-line: ban, [0, 1075, 28, 1090]
fragment-line: Jo- [0, 299, 17, 314]
casualty-paragraph: Dragoner-Regiment Nr. 6, Mainz. Gemeldet vom Infanterie-Regiment Nr. 115, Darmstadt. Ohne Angabe der Eskadron. [877, 1629, 1293, 1662]
fragment-line: Wol- [0, 1600, 28, 1615]
heavy-divider [877, 1706, 1293, 1708]
fragment-line: Ref. [0, 1371, 25, 1387]
fragment-line: dorf, [0, 938, 31, 953]
column-rule [458, 135, 459, 2073]
column-rule [873, 135, 874, 2073]
casualty-paragraph: 4. Kompagnie: Feldw. Johannes Schaßberger, lv.; Wehrm. Wilhelm Hoffe, lv.; Wehrm. Franz Tapp, lv.; Wehrm. Eduard Schmidt, lv.; Res. Karl Speizer, lv.; Gefr. Karl Böhm, t.; Wehrm. Adam Kullmann, t. [877, 1549, 1293, 1617]
fragment-line: Stra- [0, 1714, 32, 1729]
fragment-line: Ker- [0, 755, 28, 770]
fragment-line: Hat- [0, 664, 28, 679]
fragment-line: lnb., [0, 458, 29, 474]
fragment-line: Ranl [0, 823, 30, 839]
casualty-paragraph: Maschinengewehr-Kompagnie: Lt. Karl Auseld, Darmstadt, lv.; Lt. Kuno Graf Bitzthum v. Eckstaedt, Baden-Baden, schv.; U.-O. Ludwig Förster, Bechenheim, Kr. Alzey, t.; Gardefül. Gerhard Mäß, Steinbach, Kr. Stuttgart, t.; Gardefül. Gustav Hofmeyer, Cassel, t.; Res. Karl Lüttringhaus, Weitringhof, Kr. Altena, t.; Gardefül. Philipp Adam, Nieder-Mörlen, Kr. Dieburg, schv.; Gardefül. Georg Schauermann, Pfungstadt, schv.; Gardefül. Philipp Seehaus, Griesheim, Kr. Darmstadt, schv.; Res. Johannes Reinheimer, Ginsheim, Kr. Groß-Gerau, schv.; Res. Georg Schaub, Offenbach, lv.; U.-O. Hermann Windenschild, Frankfurt a. M., schv.; Gefr. Karl Jäger, Michelstadt, Kr. Erbach, vm.; Gardefül. Karl Flach, Auleubiebach, Kr. Büdingen, vm.; Gardefül. Johannes Heß, Rumpenheim, Kr. Offenbach, t. [877, 1147, 1293, 1389]
fragment-line: Alf- [0, 710, 22, 725]
fragment-line: ruch, [0, 573, 34, 588]
gutter-line [43, 60, 46, 2081]
fragment-line: Rich. [0, 1052, 34, 1067]
fragment-line: Ran- [0, 184, 31, 200]
fragment-line: Frie- [0, 2193, 31, 2209]
fragment-line: Gar- [0, 2056, 28, 2072]
fragment-line: den, [0, 230, 28, 246]
fragment-line: bm.; [0, 1143, 29, 1159]
